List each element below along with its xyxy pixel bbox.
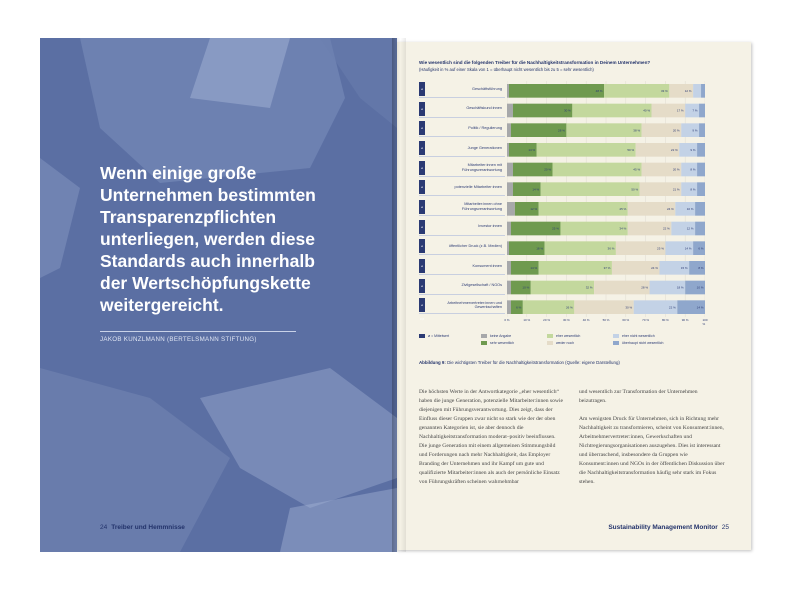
legend-swatch bbox=[481, 334, 487, 338]
mean-badge: ø 3,0 bbox=[419, 298, 425, 312]
data-label: 50 % bbox=[631, 187, 639, 192]
bar-segment bbox=[507, 104, 513, 118]
bar-segment bbox=[507, 222, 511, 236]
category-row bbox=[419, 140, 505, 157]
legend-item bbox=[481, 334, 511, 338]
category-label: potenzielle Mitarbeiter:innen bbox=[454, 185, 502, 190]
right-footer bbox=[608, 524, 729, 531]
data-label: 38 % bbox=[633, 128, 641, 133]
category-row bbox=[419, 160, 505, 177]
data-label: 18 % bbox=[536, 246, 544, 251]
data-label: 36 % bbox=[607, 246, 615, 251]
category-label: Konsument:innen bbox=[472, 263, 502, 268]
data-label: 18 % bbox=[676, 285, 684, 290]
mean-badge: ø bbox=[419, 161, 425, 175]
legend-swatch bbox=[547, 341, 553, 345]
category-label: öffentlicher Druck (z.B. Medien) bbox=[448, 244, 502, 249]
bar-segment bbox=[507, 261, 511, 275]
pull-quote bbox=[100, 162, 385, 316]
mean-badge: ø bbox=[419, 180, 425, 194]
category-row bbox=[419, 101, 505, 118]
mean-badge: ø bbox=[419, 121, 425, 135]
category-row bbox=[419, 258, 505, 275]
footer-title: Sustainability Management Monitor bbox=[608, 524, 718, 531]
quote-line: weitergereicht. bbox=[100, 295, 224, 315]
legend-label: sehr wesentlich bbox=[490, 341, 515, 345]
data-label: 10 % bbox=[522, 285, 530, 290]
x-tick-label: 50 % bbox=[602, 318, 610, 322]
legend-label: ø = Mittelwert bbox=[428, 334, 450, 338]
data-label: 24 % bbox=[651, 266, 658, 271]
bars-svg bbox=[507, 81, 705, 317]
data-label: 12 % bbox=[530, 207, 538, 212]
x-tick-label: 30 % bbox=[562, 318, 570, 322]
mean-badge: ø bbox=[419, 239, 425, 253]
legend-swatch bbox=[613, 341, 619, 345]
legend-item bbox=[613, 334, 655, 338]
data-label: 10 % bbox=[696, 285, 704, 290]
data-label: 48 % bbox=[595, 89, 603, 94]
book-spine-shadow bbox=[392, 38, 406, 552]
data-label: 12 % bbox=[686, 226, 694, 231]
x-tick-label: 90 % bbox=[681, 318, 689, 322]
data-label: 33 % bbox=[661, 89, 668, 94]
mean-badge: ø bbox=[419, 102, 425, 116]
bar-segment bbox=[507, 202, 515, 216]
data-label: 24 % bbox=[666, 207, 674, 212]
x-tick-label: 20 % bbox=[543, 318, 551, 322]
x-tick-label: 60 % bbox=[622, 318, 630, 322]
data-label: 45 % bbox=[633, 167, 641, 172]
quote-divider bbox=[100, 331, 296, 332]
left-page bbox=[40, 38, 397, 552]
quote-line: Wenn einige große bbox=[100, 163, 257, 183]
data-label: 9 % bbox=[690, 148, 696, 153]
paragraph: Am wenigsten Druck für Unternehmen, sich in Richtung mehr Nachhaltigkeit zu transformieren, scheint von Konsument:innen, Arbeitnehmervertreter:innen, Gewerkschaften und Nichtregierungsorganisationen auszugehen. Dies ist interessant und überraschend, insbesondere da Gruppen wie Konsument:innen und NGOs in der öffentlichen Diskussion über die Nachhaltigkeitstransformation häufig sehr stark im Fokus stehen. bbox=[579, 416, 725, 485]
category-label: Geschäftsführung bbox=[472, 86, 502, 91]
data-label: 12 % bbox=[684, 89, 692, 94]
x-tick-label: 100 % bbox=[702, 318, 708, 326]
bar-segment bbox=[541, 182, 640, 196]
data-label: 26 % bbox=[565, 305, 573, 310]
category-row bbox=[419, 179, 505, 196]
x-axis-ticks bbox=[504, 317, 708, 326]
bar-segment bbox=[507, 281, 511, 295]
legend-item bbox=[481, 341, 514, 345]
data-label: 10 % bbox=[686, 207, 694, 212]
bar-segment bbox=[695, 202, 705, 216]
category-label: Zivilgesellschaft / NGOs bbox=[461, 283, 502, 288]
mean-badge: ø bbox=[419, 200, 425, 214]
brochure-spread bbox=[40, 38, 754, 552]
bar-segment bbox=[566, 123, 641, 137]
data-label: 8 % bbox=[690, 167, 696, 172]
paragraph: und wesentlich zur Transformation der Unternehmen beizutragen. bbox=[579, 389, 698, 404]
data-label: 8 % bbox=[698, 266, 704, 271]
data-label: 50 % bbox=[627, 148, 635, 153]
category-label: Politik / Regulierung bbox=[468, 126, 502, 131]
category-row bbox=[419, 199, 505, 216]
category-label: Mitarbeiter:innen mit Führungsverantwortung bbox=[461, 163, 502, 172]
bar-segment bbox=[695, 222, 705, 236]
bar-segment bbox=[507, 300, 511, 314]
legend-label: eher nicht wesentlich bbox=[622, 334, 655, 338]
x-tick-label: 80 % bbox=[661, 318, 669, 322]
bar-segment bbox=[604, 84, 669, 98]
category-label: Arbeitnehmervertreter:innen und Gewerkschaften bbox=[447, 300, 502, 310]
category-labels bbox=[419, 81, 505, 322]
bar-segment bbox=[560, 222, 627, 236]
data-label: 28 % bbox=[558, 128, 565, 133]
x-tick-label: 10 % bbox=[523, 318, 531, 322]
data-label: 9 % bbox=[692, 128, 698, 133]
legend-swatch bbox=[419, 334, 425, 338]
data-label: 22 % bbox=[662, 226, 670, 231]
category-row bbox=[419, 219, 505, 236]
data-label: 17 % bbox=[676, 108, 684, 113]
legend-label: überhaupt nicht wesentlich bbox=[622, 341, 664, 345]
mean-badge: ø bbox=[419, 279, 425, 293]
quote-line: Transparenzpflichten bbox=[100, 207, 277, 227]
bar-segment bbox=[507, 163, 513, 177]
data-label: 37 % bbox=[603, 266, 611, 271]
mean-badge: ø bbox=[419, 220, 425, 234]
bar-segment bbox=[697, 163, 705, 177]
legend-swatch bbox=[547, 334, 553, 338]
bar-segment bbox=[572, 104, 651, 118]
bar-segment bbox=[693, 84, 701, 98]
legend-label: weder noch bbox=[556, 341, 575, 345]
data-label: 28 % bbox=[641, 285, 649, 290]
legend-label: keine Angabe bbox=[490, 334, 512, 338]
quote-line: Standards auch innerhalb bbox=[100, 251, 315, 271]
category-label: Geschäftskund:innen bbox=[466, 106, 502, 111]
x-tick-label: 70 % bbox=[642, 318, 650, 322]
quote-author: JAKOB KUNZLMANN (BERTELSMANN STIFTUNG) bbox=[100, 336, 257, 343]
bar-segment bbox=[545, 241, 616, 255]
data-label: 40 % bbox=[643, 108, 651, 113]
quote-line: der Wertschöpfungskette bbox=[100, 273, 311, 293]
stacked-bar-chart bbox=[419, 81, 735, 329]
bar-segment bbox=[507, 123, 511, 137]
chart-legend bbox=[419, 334, 739, 354]
legend-item bbox=[613, 341, 663, 345]
legend-label: eher wesentlich bbox=[556, 334, 581, 338]
data-label: 14 % bbox=[532, 187, 540, 192]
data-label: 7 % bbox=[692, 108, 698, 113]
mean-badge: ø bbox=[419, 141, 425, 155]
page-number-right: 25 bbox=[721, 524, 729, 531]
bar-segment bbox=[539, 261, 612, 275]
category-label: Junge Generationen bbox=[467, 145, 502, 150]
category-row bbox=[419, 120, 505, 137]
quote-line: unterliegen, werden diese bbox=[100, 229, 315, 249]
data-label: 22 % bbox=[668, 305, 676, 310]
x-tick-label: 40 % bbox=[582, 318, 590, 322]
mean-badge: ø bbox=[419, 82, 425, 96]
category-row bbox=[419, 278, 505, 295]
quote-line: Unternehmen bestimmten bbox=[100, 185, 316, 205]
data-label: 14 % bbox=[528, 148, 536, 153]
legend-swatch bbox=[481, 341, 487, 345]
category-row bbox=[419, 238, 505, 255]
x-tick-label: 0 % bbox=[504, 318, 510, 322]
mean-badge: ø bbox=[419, 259, 425, 273]
bar-segment bbox=[553, 163, 642, 177]
data-label: 15 % bbox=[680, 266, 688, 271]
data-label: 20 % bbox=[544, 167, 552, 172]
page-number-left: 24 bbox=[100, 524, 108, 531]
bar-segment bbox=[509, 84, 604, 98]
bar-segment bbox=[539, 202, 628, 216]
category-label: Investor:innen bbox=[478, 224, 502, 229]
section-title: Treiber und Hemmnisse bbox=[111, 524, 185, 531]
data-label: 45 % bbox=[619, 207, 627, 212]
category-row bbox=[419, 81, 505, 98]
data-label: 34 % bbox=[619, 226, 627, 231]
data-label: 6 % bbox=[698, 246, 704, 251]
legend-item bbox=[547, 334, 580, 338]
data-label: 30 % bbox=[625, 305, 633, 310]
bar-segment bbox=[537, 143, 636, 157]
bar-segment bbox=[699, 123, 705, 137]
left-footer bbox=[100, 524, 185, 531]
data-label: 14 % bbox=[696, 305, 704, 310]
data-label: 25 % bbox=[657, 246, 664, 251]
data-label: 14 % bbox=[530, 266, 538, 271]
data-label: 8 % bbox=[690, 187, 696, 192]
bar-segment bbox=[507, 182, 513, 196]
bar-segment bbox=[697, 182, 705, 196]
data-label: 20 % bbox=[672, 128, 680, 133]
data-label: 25 % bbox=[552, 226, 559, 231]
bar-segment bbox=[697, 143, 705, 157]
bar-panel bbox=[507, 81, 705, 317]
data-label: 6 % bbox=[516, 305, 522, 310]
legend-item bbox=[419, 334, 449, 338]
chart-subtitle: (Häufigkeit in % auf einer Skala von 1 = überhaupt nicht wesentlich bis zu 5 = sehr wesentlich) bbox=[419, 67, 594, 72]
legend-swatch bbox=[613, 334, 619, 338]
caption-text: Die wichtigsten Treiber für die Nachhaltigkeitstransformation (Quelle: eigene Darstellung) bbox=[447, 360, 620, 365]
data-label: 20 % bbox=[672, 167, 680, 172]
category-row bbox=[419, 297, 505, 322]
data-label: 22 % bbox=[670, 148, 678, 153]
paragraph: Die höchsten Werte in der Antwortkategorie „eher wesentlich“ haben die junge Generation, potenzielle Mitarbeiter:innen sowie diejenigen mit Führungsverantwortung. Dies zeigt, dass der Einfluss dieser Gruppen zwar nicht so stark wie der der oben genannten Kategorien ist, sie aber dennoch die Nachhaltigkeitstransformation moderat–positiv beeinflussen. Die junge Generation mit einem allgemeinen Stimmungsbild und Forderungen nach mehr Nachhaltigkeit, das Employer Branding der Unternehmen und ihr Kampf um gute und qualifizierte Mitarbeiter:innen als auch der persönliche Einsatz von Führungskräften scheinen wahrnehmbar bbox=[419, 389, 563, 485]
data-label: 14 % bbox=[684, 246, 692, 251]
bar-segment bbox=[507, 143, 509, 157]
text-column-2 bbox=[579, 388, 725, 496]
data-label: 30 % bbox=[563, 108, 571, 113]
figure-caption bbox=[419, 360, 739, 365]
bar-segment bbox=[507, 84, 509, 98]
legend-item bbox=[547, 341, 574, 345]
data-label: 21 % bbox=[672, 187, 680, 192]
bar-segment bbox=[531, 281, 594, 295]
bar-segment bbox=[701, 84, 705, 98]
text-column-1 bbox=[419, 388, 565, 496]
category-label: Mitarbeiter:innen ohne Führungsverantwortung bbox=[461, 202, 502, 211]
caption-label: Abbildung 9: bbox=[419, 360, 446, 365]
data-label: 32 % bbox=[585, 285, 593, 290]
bar-segment bbox=[507, 241, 509, 255]
chart-title: Wie wesentlich sind die folgenden Treiber für die Nachhaltigkeitstransformation in Deinem Unternehmen? bbox=[419, 60, 651, 65]
bar-segment bbox=[699, 104, 705, 118]
right-page bbox=[397, 42, 751, 550]
